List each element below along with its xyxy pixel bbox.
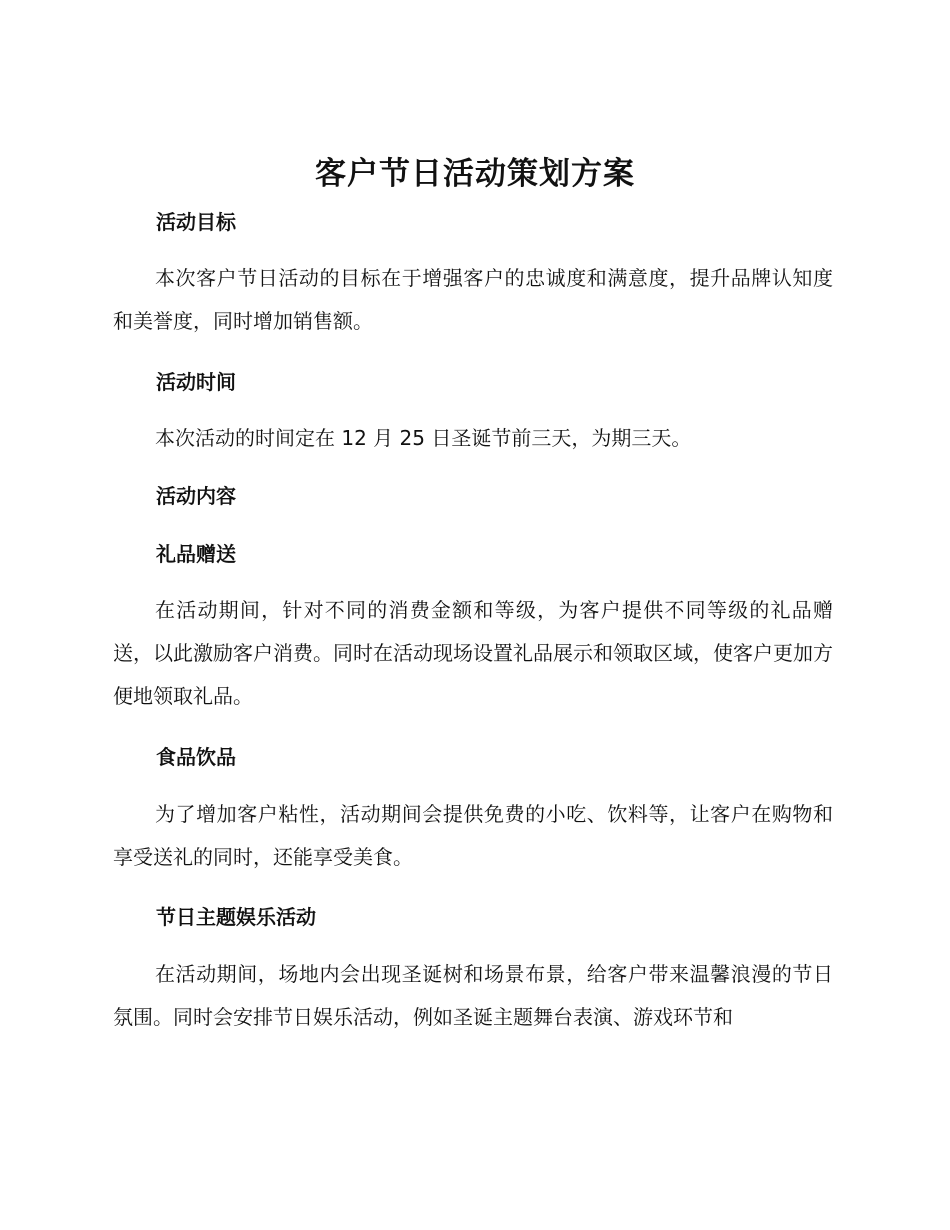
section-heading-gifts: 礼品赠送 xyxy=(156,542,236,566)
section-heading-goal: 活动目标 xyxy=(156,210,236,234)
section-heading-food: 食品饮品 xyxy=(156,745,236,769)
section-paragraph-goal: 本次客户节日活动的目标在于增强客户的忠诚度和满意度，提升品牌认知度和美誉度，同时增加销售额。 xyxy=(113,266,833,333)
section-paragraph-time: 本次活动的时间定在 12 月 25 日圣诞节前三天，为期三天。 xyxy=(155,426,692,450)
section-paragraph-food: 为了增加客户粘性，活动期间会提供免费的小吃、饮料等，让客户在购物和享受送礼的同时，还能享受美食。 xyxy=(113,802,833,869)
section-paragraph-entertainment: 在活动期间，场地内会出现圣诞树和场景布景，给客户带来温馨浪漫的节日氛围。同时会安排节日娱乐活动，例如圣诞主题舞台表演、游戏环节和 xyxy=(113,962,833,1029)
section-paragraph-gifts: 在活动期间，针对不同的消费金额和等级，为客户提供不同等级的礼品赠送，以此激励客户消费。同时在活动现场设置礼品展示和领取区域，使客户更加方便地领取礼品。 xyxy=(113,598,833,708)
section-heading-entertainment: 节日主题娱乐活动 xyxy=(156,905,316,929)
section-heading-content: 活动内容 xyxy=(156,484,236,508)
document-title: 客户节日活动策划方案 xyxy=(315,156,635,192)
section-heading-time: 活动时间 xyxy=(156,370,236,394)
